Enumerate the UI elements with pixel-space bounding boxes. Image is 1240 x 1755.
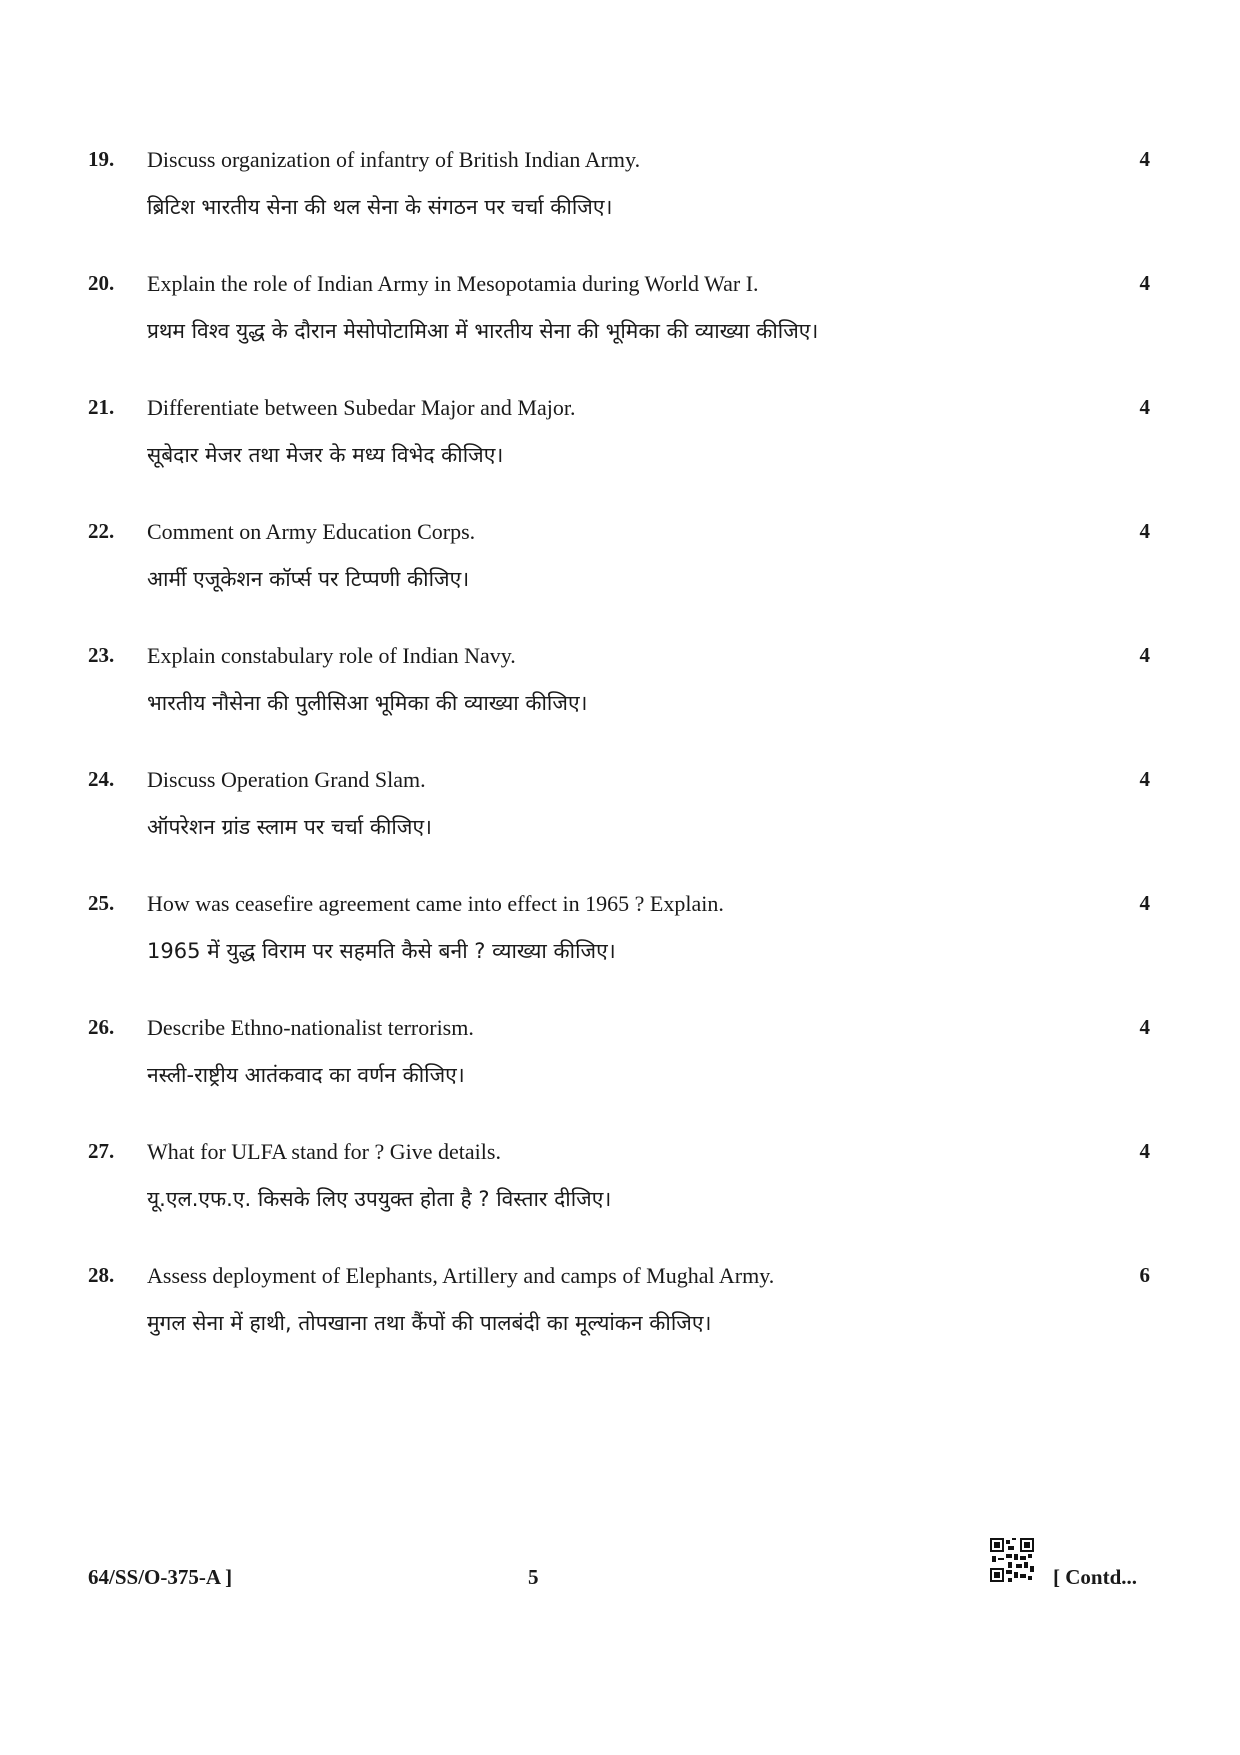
question-number: 26. [88, 1015, 115, 1039]
question-23 [0, 643, 1240, 743]
question-number: 20. [88, 271, 115, 295]
question-number: 25. [88, 891, 115, 915]
question-text-english: Describe Ethno-nationalist terrorism. [147, 1015, 474, 1040]
question-text-hindi: नस्ली-राष्ट्रीय आतंकवाद का वर्णन कीजिए। [147, 1063, 465, 1087]
question-text-hindi: मुगल सेना में हाथी, तोपखाना तथा कैंपों की पालबंदी का मूल्यांकन कीजिए। [147, 1311, 712, 1335]
question-text-hindi: आर्मी एजूकेशन कॉर्प्स पर टिप्पणी कीजिए। [147, 567, 470, 591]
question-22 [0, 519, 1240, 619]
question-text-english: Discuss Operation Grand Slam. [147, 767, 426, 792]
question-text-english: Comment on Army Education Corps. [147, 519, 476, 544]
question-text-english: Explain the role of Indian Army in Mesopotamia during World War I. [147, 271, 759, 296]
question-26 [0, 1015, 1240, 1115]
question-text-english: How was ceasefire agreement came into effect in 1965 ? Explain. [147, 891, 724, 916]
question-marks: 6 [1139, 1263, 1150, 1287]
question-marks: 4 [1139, 519, 1150, 543]
question-number: 22. [88, 519, 115, 543]
question-marks: 4 [1139, 767, 1150, 791]
qr-code-icon [990, 1538, 1034, 1582]
question-21 [0, 395, 1240, 495]
question-number: 21. [88, 395, 115, 419]
continued-label: [ Contd... [1053, 1565, 1138, 1589]
question-text-hindi: सूबेदार मेजर तथा मेजर के मध्य विभेद कीजिए। [147, 443, 504, 467]
question-text-hindi: यू.एल.एफ.ए. किसके लिए उपयुक्त होता है ? विस्तार दीजिए। [147, 1187, 612, 1211]
paper-code: 64/SS/O-375-A ] [88, 1565, 233, 1589]
question-28 [0, 1263, 1240, 1363]
question-text-english: Differentiate between Subedar Major and Major. [147, 395, 576, 420]
question-number: 28. [88, 1263, 115, 1287]
question-marks: 4 [1139, 147, 1150, 171]
question-marks: 4 [1139, 1015, 1150, 1039]
question-27 [0, 1139, 1240, 1239]
question-marks: 4 [1139, 271, 1150, 295]
question-marks: 4 [1139, 1139, 1150, 1163]
question-text-english: Explain constabulary role of Indian Navy. [147, 643, 516, 668]
question-text-english: Assess deployment of Elephants, Artillery and camps of Mughal Army. [147, 1263, 775, 1288]
question-marks: 4 [1139, 643, 1150, 667]
question-text-hindi: भारतीय नौसेना की पुलीसिआ भूमिका की व्याख्या कीजिए। [147, 691, 588, 715]
question-text-hindi: ऑपरेशन ग्रांड स्लाम पर चर्चा कीजिए। [147, 815, 433, 839]
question-19 [0, 147, 1240, 247]
question-24 [0, 767, 1240, 867]
question-number: 27. [88, 1139, 115, 1163]
question-number: 19. [88, 147, 115, 171]
page-number: 5 [528, 1565, 539, 1589]
question-marks: 4 [1139, 891, 1150, 915]
question-20 [0, 271, 1240, 371]
question-number: 23. [88, 643, 115, 667]
question-marks: 4 [1139, 395, 1150, 419]
question-text-hindi: प्रथम विश्व युद्ध के दौरान मेसोपोटामिआ में भारतीय सेना की भूमिका की व्याख्या कीजिए। [147, 319, 819, 343]
question-number: 24. [88, 767, 115, 791]
question-text-english: What for ULFA stand for ? Give details. [147, 1139, 501, 1164]
question-25 [0, 891, 1240, 991]
question-text-hindi: 1965 में युद्ध विराम पर सहमति कैसे बनी ? व्याख्या कीजिए। [147, 939, 616, 963]
question-text-english: Discuss organization of infantry of British Indian Army. [147, 147, 641, 172]
question-text-hindi: ब्रिटिश भारतीय सेना की थल सेना के संगठन पर चर्चा कीजिए। [147, 195, 613, 219]
